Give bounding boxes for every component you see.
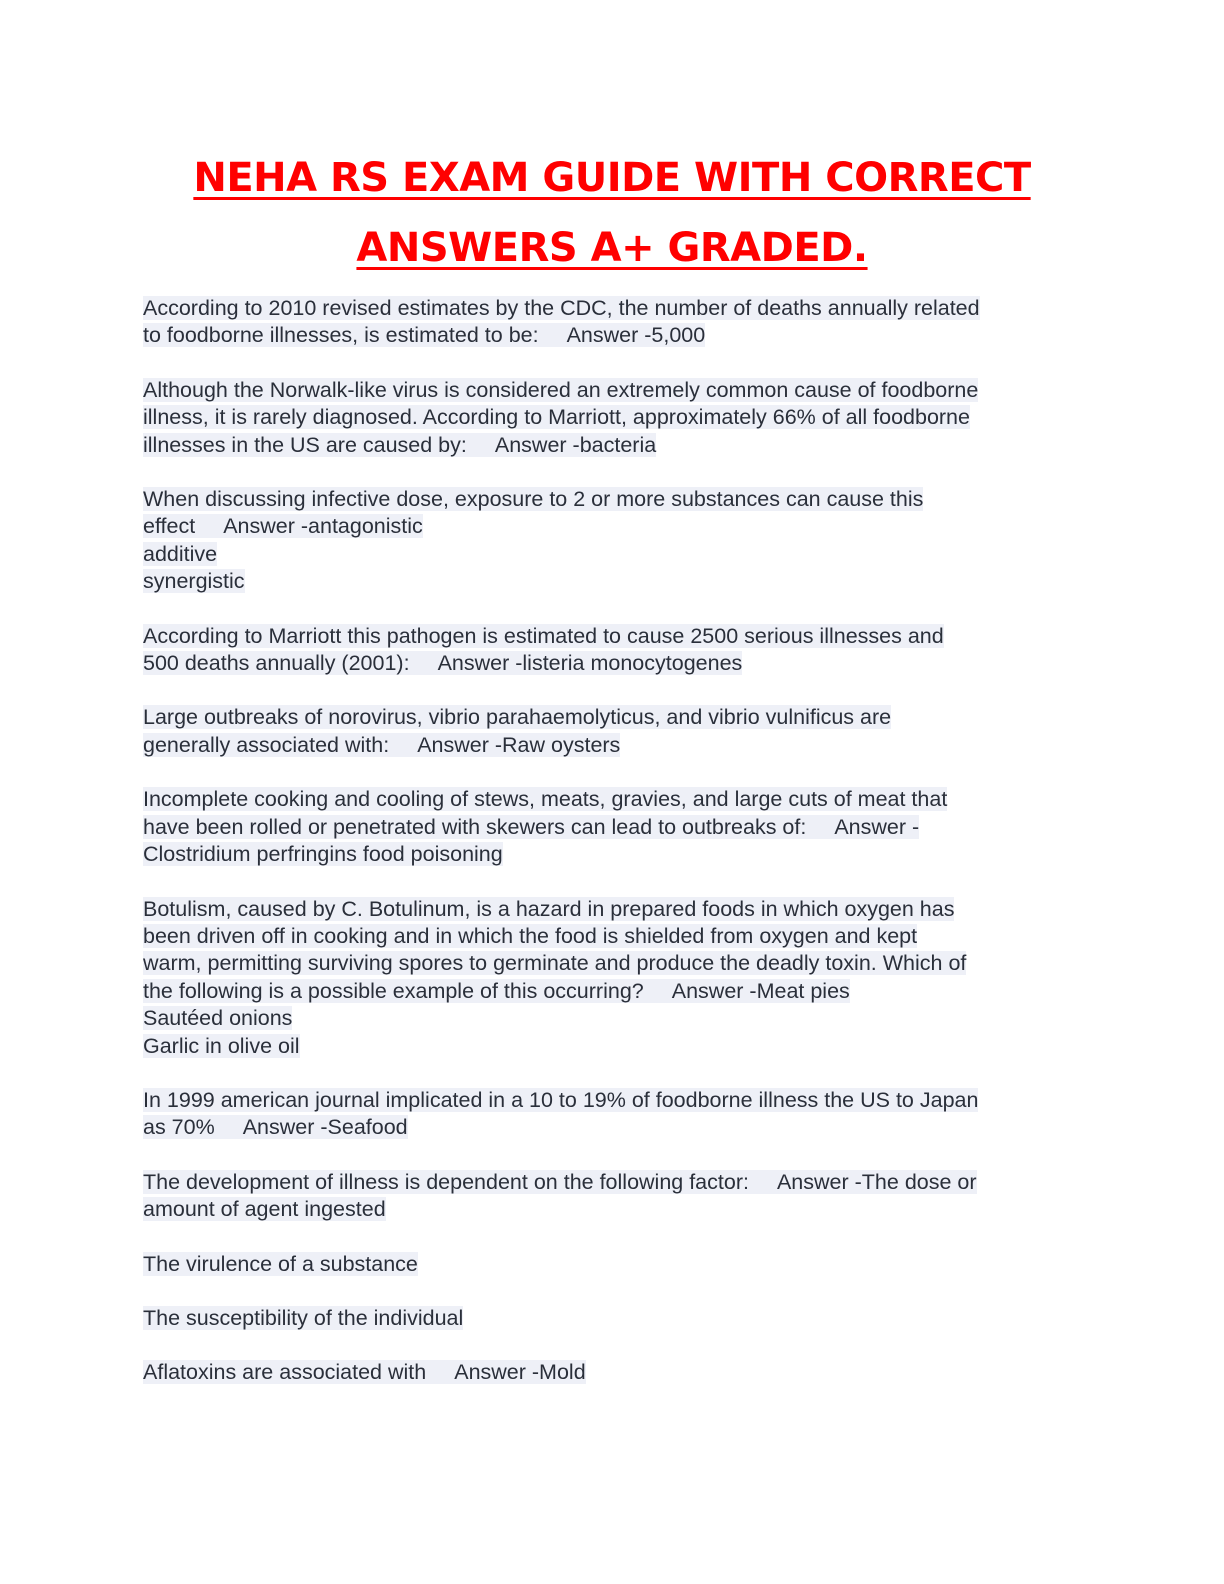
question-line <box>143 814 1083 841</box>
question-text: Incomplete cooking and cooling of stews, meats, gravies, and large cuts of meat that <box>143 787 948 812</box>
answer-continuation-text: Sautéed onions <box>143 1006 293 1031</box>
answer-continuation-line <box>143 541 1083 568</box>
qa-item <box>143 1169 1083 1224</box>
qa-item <box>143 704 1083 759</box>
question-line <box>143 377 1083 404</box>
question-line <box>143 623 1083 650</box>
question-line <box>143 1087 1083 1114</box>
question-line <box>143 896 1083 923</box>
question-text: Large outbreaks of norovirus, vibrio parahaemolyticus, and vibrio vulnificus are <box>143 705 892 730</box>
question-line <box>143 1359 1083 1386</box>
question-text: illness, it is rarely diagnosed. According to Marriott, approximately 66% of all foodborne <box>143 405 970 430</box>
question-text: The virulence of a substance <box>143 1251 418 1276</box>
answer-continuation-line <box>143 841 1083 868</box>
answer-text: Answer -Seafood <box>215 1115 408 1139</box>
question-text: The development of illness is dependent on the following factor: <box>143 1169 749 1194</box>
question-text: effect <box>143 514 196 539</box>
question-line <box>143 923 1083 950</box>
question-line <box>143 295 1083 322</box>
qa-item <box>143 1305 1083 1332</box>
answer-text: Answer -Mold <box>426 1360 585 1384</box>
question-text: as 70% <box>143 1115 215 1140</box>
question-line <box>143 1169 1083 1196</box>
question-text: The susceptibility of the individual <box>143 1305 464 1330</box>
answer-continuation-line <box>143 1196 1083 1223</box>
qa-item <box>143 1359 1083 1386</box>
question-text: the following is a possible example of this occurring? <box>143 978 644 1003</box>
answer-continuation-line <box>143 568 1083 595</box>
answer-text: Answer -Raw oysters <box>389 733 620 757</box>
question-line <box>143 1114 1083 1141</box>
question-text: warm, permitting surviving spores to germinate and produce the deadly toxin. Which of <box>143 951 967 976</box>
qa-item <box>143 377 1083 459</box>
question-text: been driven off in cooking and in which the food is shielded from oxygen and kept <box>143 923 918 948</box>
question-line <box>143 786 1083 813</box>
question-text: Botulism, caused by C. Botulinum, is a hazard in prepared foods in which oxygen has <box>143 896 955 921</box>
question-text: to foodborne illnesses, is estimated to be: <box>143 323 539 348</box>
answer-text: Answer -Meat pies <box>644 979 850 1003</box>
question-text: In 1999 american journal implicated in a 10 to 19% of foodborne illness the US to Japan <box>143 1087 979 1112</box>
qa-list <box>143 295 1083 1414</box>
question-text: When discussing infective dose, exposure to 2 or more substances can cause this <box>143 487 924 512</box>
answer-continuation-text: additive <box>143 541 218 566</box>
qa-item <box>143 623 1083 678</box>
question-text: generally associated with: <box>143 732 390 757</box>
answer-continuation-text: Clostridium perfringins food poisoning <box>143 842 503 867</box>
qa-item <box>143 486 1083 596</box>
answer-continuation-text: amount of agent ingested <box>143 1197 386 1222</box>
answer-continuation-line <box>143 1005 1083 1032</box>
question-line <box>143 486 1083 513</box>
answer-text: Answer -bacteria <box>467 433 656 457</box>
question-line <box>143 650 1083 677</box>
question-line <box>143 950 1083 977</box>
question-text: According to 2010 revised estimates by the CDC, the number of deaths annually related <box>143 296 980 320</box>
qa-item <box>143 295 1083 350</box>
question-text: 500 deaths annually (2001): <box>143 651 410 676</box>
qa-item <box>143 786 1083 868</box>
qa-item <box>143 1251 1083 1278</box>
answer-text: Answer -listeria monocytogenes <box>410 651 743 675</box>
answer-text: Answer -5,000 <box>539 323 706 347</box>
question-line <box>143 404 1083 431</box>
question-line <box>143 1305 1083 1332</box>
qa-item <box>143 896 1083 1060</box>
question-line <box>143 978 1083 1005</box>
question-text: Aflatoxins are associated with <box>143 1360 427 1385</box>
question-line <box>143 322 1083 349</box>
question-text: illnesses in the US are caused by: <box>143 432 467 457</box>
question-line <box>143 1251 1083 1278</box>
question-text: have been rolled or penetrated with skewers can lead to outbreaks of: <box>143 814 807 839</box>
question-line <box>143 704 1083 731</box>
answer-continuation-text: synergistic <box>143 569 245 594</box>
document-title-line-1: NEHA RS EXAM GUIDE WITH CORRECT <box>193 155 1031 201</box>
document-title-line-2: ANSWERS A+ GRADED. <box>356 225 868 271</box>
answer-text: Answer -antagonistic <box>195 514 423 538</box>
qa-item <box>143 1087 1083 1142</box>
question-text: According to Marriott this pathogen is estimated to cause 2500 serious illnesses and <box>143 623 944 648</box>
question-line <box>143 732 1083 759</box>
question-line <box>143 513 1083 540</box>
answer-continuation-line <box>143 1033 1083 1060</box>
answer-text: Answer - <box>806 815 919 839</box>
answer-text: Answer -The dose or <box>749 1170 977 1194</box>
answer-continuation-text: Garlic in olive oil <box>143 1033 300 1058</box>
question-line <box>143 432 1083 459</box>
question-text: Although the Norwalk-like virus is considered an extremely common cause of foodborne <box>143 377 979 402</box>
